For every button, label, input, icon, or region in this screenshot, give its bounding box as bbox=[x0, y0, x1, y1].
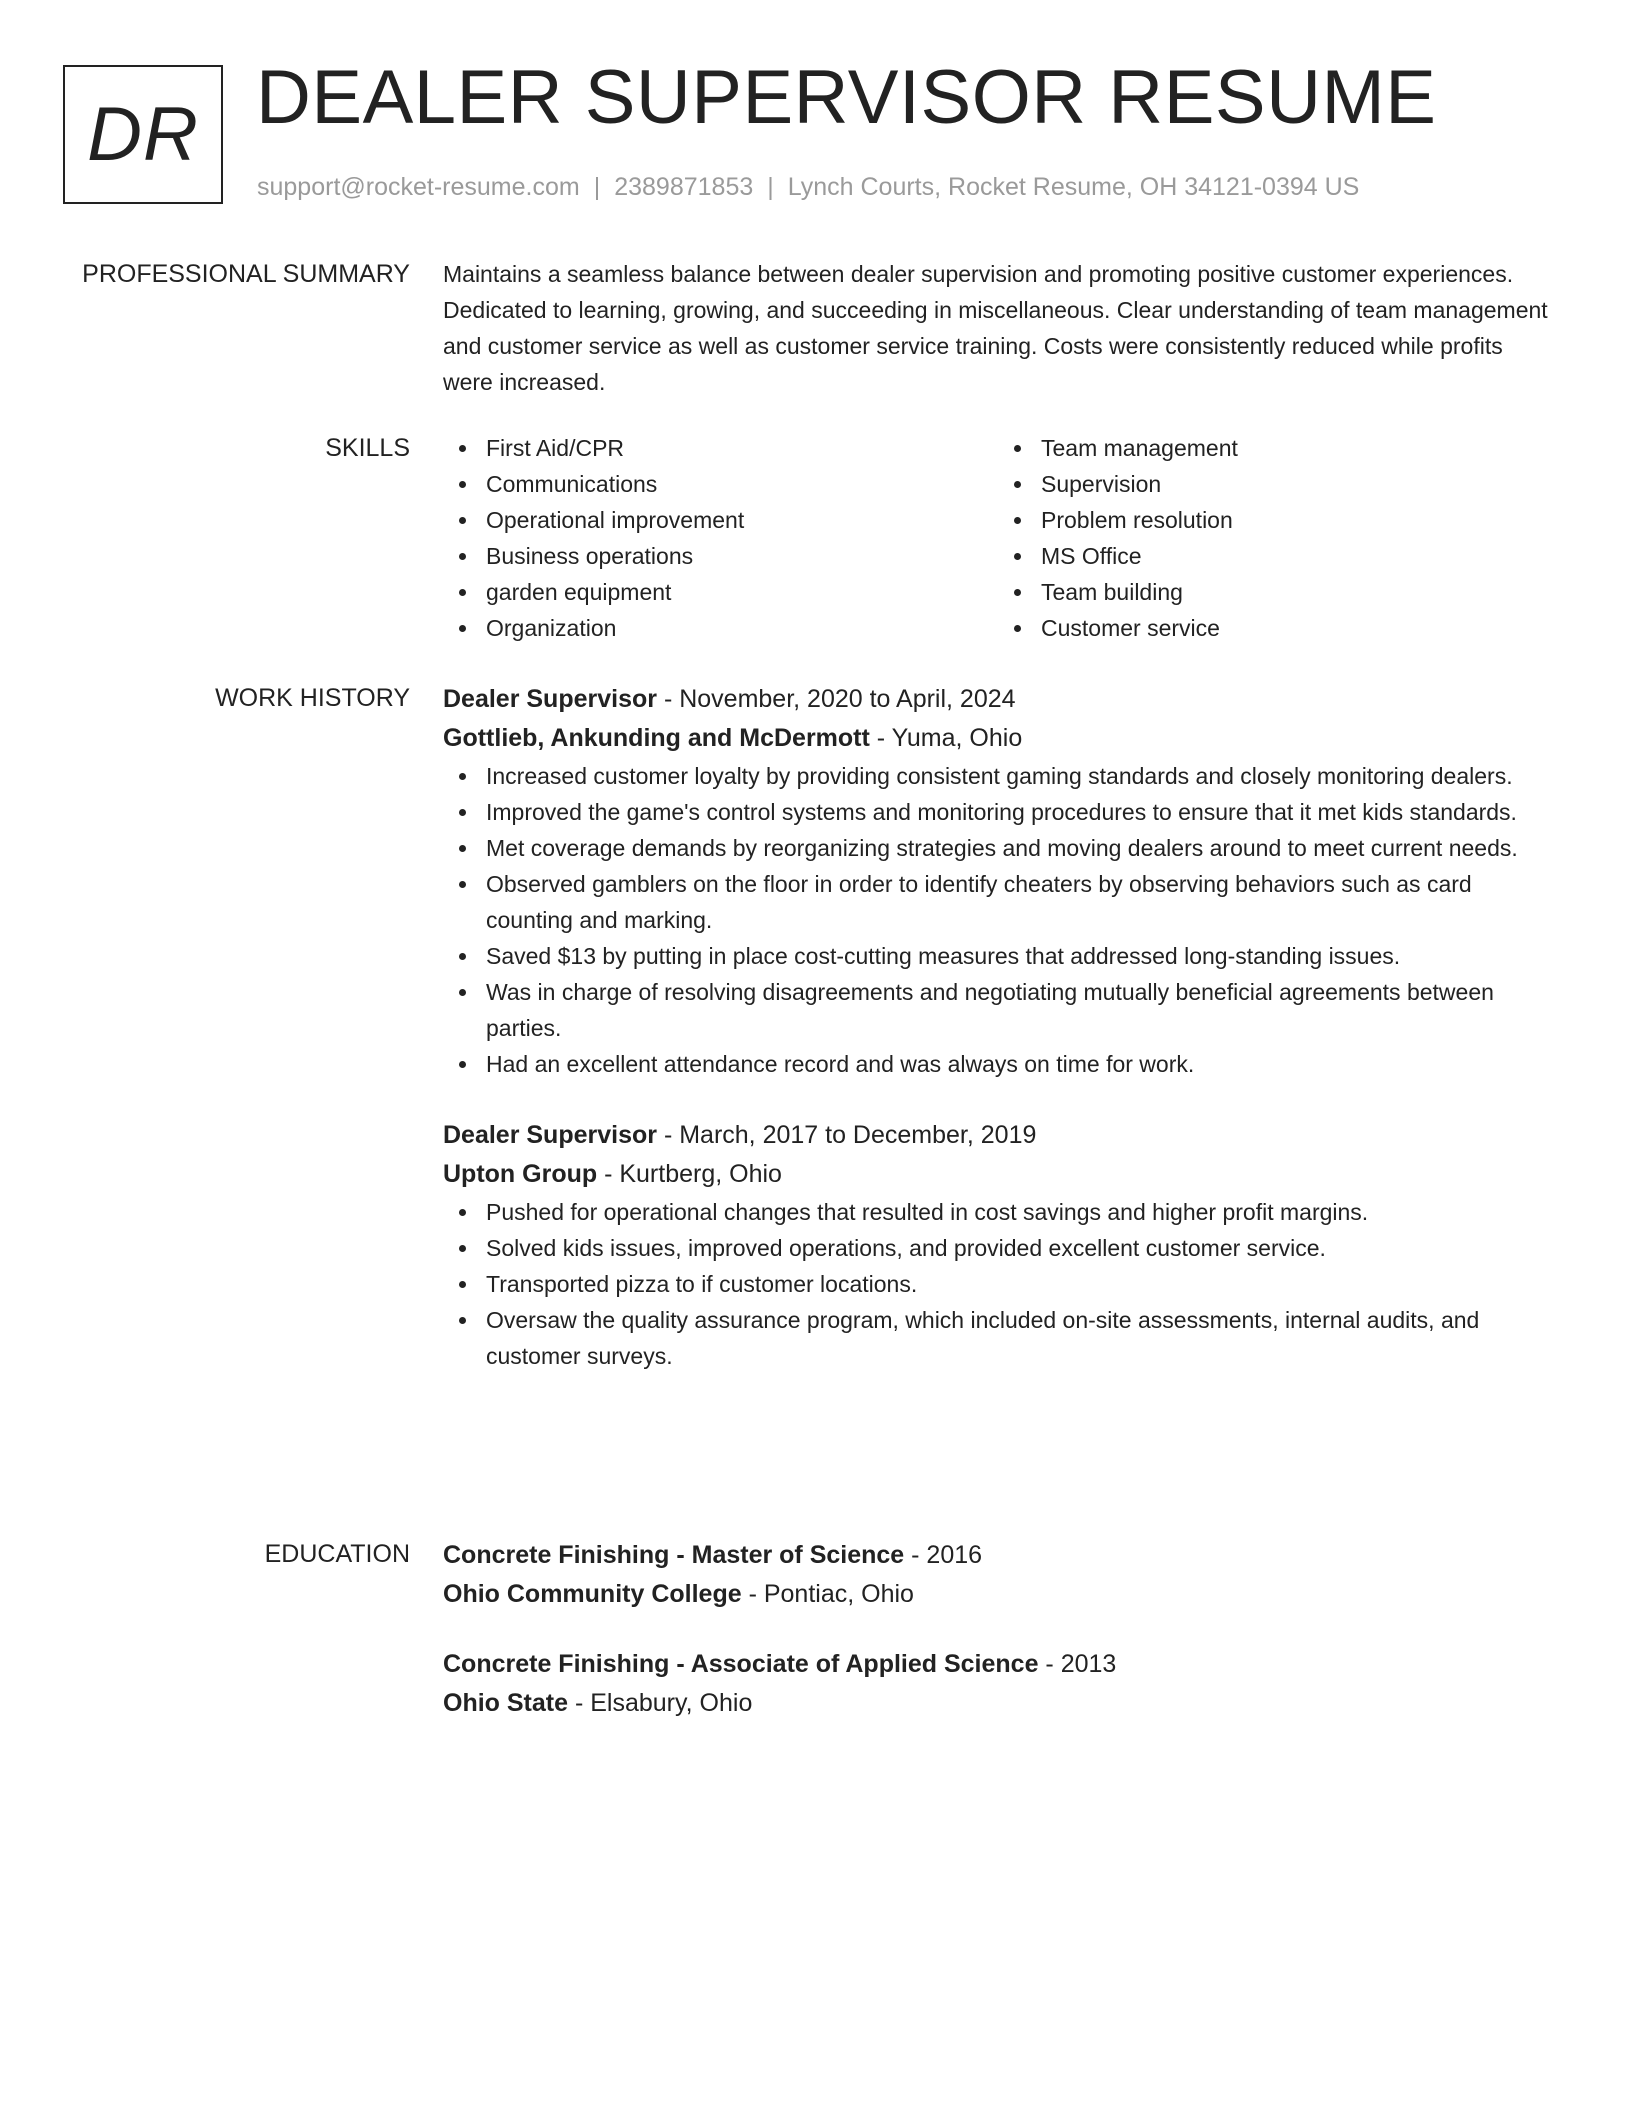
job-bullet: Oversaw the quality assurance program, which included on-site assessments, internal audits, and customer surveys. bbox=[486, 1302, 1553, 1374]
contact-phone[interactable]: 2389871853 bbox=[614, 173, 754, 201]
job-entry bbox=[443, 1116, 1553, 1374]
job-title: Dealer Supervisor bbox=[443, 685, 657, 713]
education-location: - Elsabury, Ohio bbox=[568, 1689, 753, 1717]
education-body bbox=[443, 1536, 1553, 1723]
skill-item: Business operations bbox=[486, 538, 998, 574]
job-company-line bbox=[443, 719, 1553, 758]
education-location: - Pontiac, Ohio bbox=[741, 1580, 914, 1608]
education-degree: Concrete Finishing - Master of Science bbox=[443, 1541, 905, 1569]
skill-item: Organization bbox=[486, 610, 998, 646]
job-title-line bbox=[443, 1116, 1553, 1155]
skill-item: Team building bbox=[1041, 574, 1553, 610]
skill-item: Supervision bbox=[1041, 466, 1553, 502]
skill-item: garden equipment bbox=[486, 574, 998, 610]
job-dates: - November, 2020 to April, 2024 bbox=[657, 685, 1016, 713]
contact-line bbox=[257, 173, 1359, 202]
contact-separator: | bbox=[767, 173, 774, 201]
job-bullet-list bbox=[443, 758, 1553, 1082]
summary-body bbox=[443, 256, 1553, 400]
job-company-line bbox=[443, 1155, 1553, 1194]
job-company: Upton Group bbox=[443, 1160, 598, 1188]
education-year: - 2013 bbox=[1038, 1650, 1117, 1678]
job-dates: - March, 2017 to December, 2019 bbox=[657, 1121, 1037, 1149]
education-entry bbox=[443, 1536, 1553, 1614]
job-bullet: Transported pizza to if customer locations. bbox=[486, 1266, 1553, 1302]
education-degree-line bbox=[443, 1536, 1553, 1575]
job-bullet: Improved the game's control systems and monitoring procedures to ensure that it met kids standards. bbox=[486, 794, 1553, 830]
summary-text: Maintains a seamless balance between dealer supervision and promoting positive customer experiences. Dedicated to learning, growing, and succeeding in miscellaneous. Clear understanding of team management and customer service as well as customer service training. Costs were consistently reduced while profits were increased. bbox=[443, 261, 1548, 395]
job-title: Dealer Supervisor bbox=[443, 1121, 657, 1149]
skill-item: Communications bbox=[486, 466, 998, 502]
skill-item: Team management bbox=[1041, 430, 1553, 466]
education-year: - 2016 bbox=[904, 1541, 983, 1569]
skills-heading: SKILLS bbox=[325, 434, 410, 462]
contact-address: Lynch Courts, Rocket Resume, OH 34121-0394 US bbox=[787, 173, 1360, 201]
job-bullet: Met coverage demands by reorganizing strategies and moving dealers around to meet current needs. bbox=[486, 830, 1553, 866]
education-school: Ohio State bbox=[443, 1689, 569, 1717]
job-bullet: Was in charge of resolving disagreements and negotiating mutually beneficial agreements between parties. bbox=[486, 974, 1553, 1046]
job-location: - Yuma, Ohio bbox=[869, 724, 1023, 752]
job-bullet-list bbox=[443, 1194, 1553, 1374]
skill-item: Problem resolution bbox=[1041, 502, 1553, 538]
education-degree-line bbox=[443, 1645, 1553, 1684]
education-school-line bbox=[443, 1575, 1553, 1614]
job-title-line bbox=[443, 680, 1553, 719]
education-school-line bbox=[443, 1684, 1553, 1723]
monogram-box bbox=[63, 65, 223, 204]
work-history-heading: WORK HISTORY bbox=[215, 684, 410, 712]
skills-grid bbox=[443, 430, 1553, 646]
skill-item: First Aid/CPR bbox=[486, 430, 998, 466]
contact-separator: | bbox=[593, 173, 601, 201]
skill-item: Operational improvement bbox=[486, 502, 998, 538]
job-bullet: Increased customer loyalty by providing consistent gaming standards and closely monitoring dealers. bbox=[486, 758, 1553, 794]
education-entry bbox=[443, 1645, 1553, 1723]
skills-body bbox=[443, 430, 1553, 646]
skill-item: Customer service bbox=[1041, 610, 1553, 646]
job-bullet: Solved kids issues, improved operations, and provided excellent customer service. bbox=[486, 1230, 1553, 1266]
job-location: - Kurtberg, Ohio bbox=[597, 1160, 782, 1188]
education-heading: EDUCATION bbox=[264, 1540, 410, 1568]
job-bullet: Observed gamblers on the floor in order to identify cheaters by observing behaviors such as card counting and marking. bbox=[486, 866, 1553, 938]
job-bullet: Pushed for operational changes that resulted in cost savings and higher profit margins. bbox=[486, 1194, 1553, 1230]
job-entry bbox=[443, 680, 1553, 1082]
resume-title: DEALER SUPERVISOR RESUME bbox=[256, 55, 1437, 140]
skill-item: MS Office bbox=[1041, 538, 1553, 574]
job-company: Gottlieb, Ankunding and McDermott bbox=[443, 724, 870, 752]
education-degree: Concrete Finishing - Associate of Applied Science bbox=[443, 1650, 1039, 1678]
job-bullet: Had an excellent attendance record and was always on time for work. bbox=[486, 1046, 1553, 1082]
work-history-body bbox=[443, 680, 1553, 1374]
contact-email[interactable]: support@rocket-resume.com bbox=[257, 173, 580, 201]
education-school: Ohio Community College bbox=[443, 1580, 742, 1608]
skills-column-right bbox=[998, 430, 1553, 646]
summary-heading: PROFESSIONAL SUMMARY bbox=[82, 260, 410, 288]
job-bullet: Saved $13 by putting in place cost-cutting measures that addressed long-standing issues. bbox=[486, 938, 1553, 974]
skills-column-left bbox=[443, 430, 998, 646]
monogram-initials: DR bbox=[87, 92, 199, 177]
